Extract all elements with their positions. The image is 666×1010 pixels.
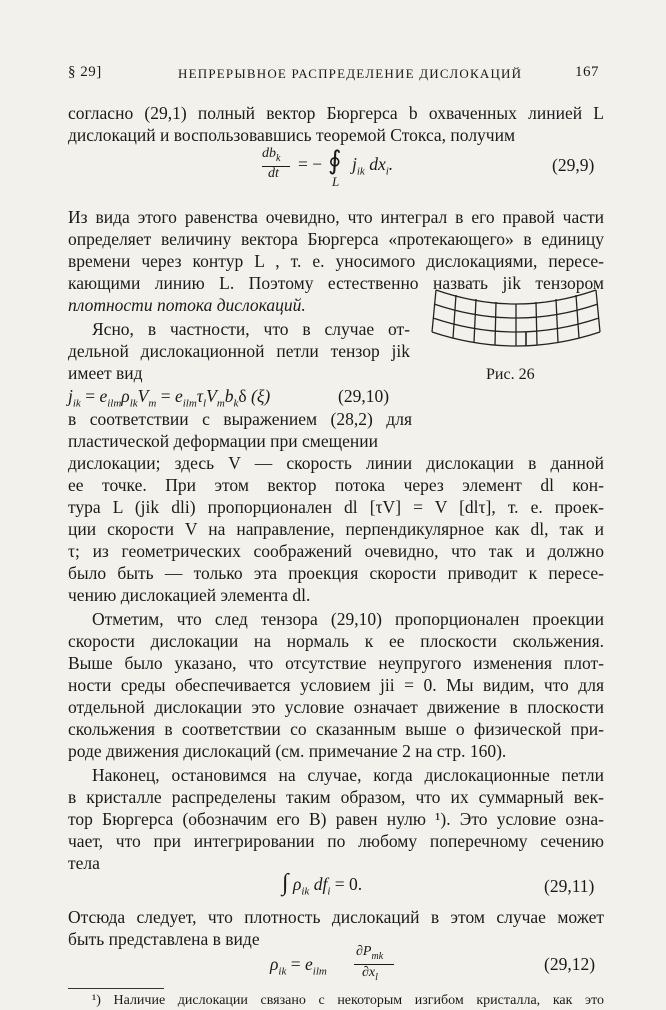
footnote-rule [68, 988, 164, 989]
text-line: роде движения дислокаций (см. примечание 2 на стр. 160). [68, 741, 507, 761]
running-title: НЕПРЕРЫВНОЕ РАСПРЕДЕЛЕНИЕ ДИСЛОКАЦИЙ [178, 66, 523, 81]
lattice-row-line [436, 290, 596, 304]
text-line: ее точке. При этом вектор потока через элемент dl кон- [68, 475, 604, 495]
equation-number: (29,10) [338, 386, 390, 406]
section-label: § 29] [68, 64, 102, 80]
text-line: скорости дислокации на нормаль к ее плоскости скольжения. [68, 631, 604, 651]
equation-number: (29,9) [552, 155, 595, 175]
text-line: согласно (29,1) полный вектор Бюргерса b охваченных линией L [68, 103, 604, 123]
text-line: ности среды обеспечивается условием jii = 0. Мы видим, что для [68, 675, 604, 695]
footnote-line: ¹) Наличие дислокации связано с некоторым изгибом кристалла, как это [92, 993, 604, 1008]
text-line: в соответствии с выражением (28,2) для [68, 409, 412, 429]
text-line: скольжения в соответствии со сказанным выше о физической при- [68, 719, 604, 739]
text-line: Наконец, остановимся на случае, когда дислокационные петли [92, 765, 604, 785]
page-number: 167 [575, 64, 599, 80]
equation-29-12: $\rho_{ik} = e_{ilm}$ $\partial P_{mk}$ $\partial x_l$ [270, 944, 410, 988]
text-line: отдельной дислокации это условие означает движение в плоскости [68, 697, 604, 717]
equation-number: (29,12) [544, 954, 596, 974]
text-line: тела [68, 853, 100, 873]
text-line: Ясно, в частности, что в случае от- [92, 319, 410, 339]
text-line: Отсюда следует, что плотность дислокаций в этом случае может [68, 907, 604, 927]
text-line: Выше было указано, что отсутствие неупругого изменения плот- [68, 653, 604, 673]
equation-29-9: $db_k$ dt = − ∮ L $j_{ik}$ $dx_i$. [262, 146, 394, 189]
text-line: τ; из геометрических соображений очевидно, что так и должно [68, 541, 604, 561]
text-line: чению дислокацией элемента dl. [68, 585, 311, 605]
text-line: плотности потока дислокаций. [68, 295, 306, 315]
text-line: тура L (jik dli) пропорционален dl [τV] = V [dlτ], т. е. проек- [68, 497, 604, 517]
text-line: пластической деформации при смещении [68, 431, 378, 451]
text-line: ции скорости V на направление, перпендикулярное как dl, так и [68, 519, 604, 539]
text-line: в кристалле распределены таким образом, что их суммарный век- [68, 787, 604, 807]
equation-number: (29,11) [544, 876, 595, 896]
equation-29-11: ∫ $\rho_{ik}$ $df_i = 0$. [282, 870, 363, 898]
figure-caption: Рис. 26 [486, 366, 535, 383]
text-line: было быть — только эта проекция скорости приводит к пересе- [68, 563, 604, 583]
text-line: времени через контур L , т. е. уносимого дислокациями, пересе- [68, 251, 604, 271]
figure-26-lattice [428, 284, 604, 360]
text-line: определяет величину вектора Бюргерса «протекающего» в единицу [68, 229, 604, 249]
text-line: дислокации; здесь V — скорость линии дислокации в данной [68, 453, 604, 473]
text-line: тор Бюргерса (обозначим его B) равен нулю ¹). Это условие озна- [68, 809, 604, 829]
text-line: Из вида этого равенства очевидно, что интеграл в его правой части [68, 207, 604, 227]
equation-29-10: $j_{ik} = e_{ilm}\rho_{lk}V_m = e_{ilm}\tau_lV_mb_k\delta$ (ξ) [68, 386, 271, 410]
text-line: Отметим, что след тензора (29,10) пропорционален проекции [92, 609, 604, 629]
text-line: дислокаций и воспользовавшись теоремой Стокса, получим [68, 125, 516, 145]
text-line: чает, что при интегрировании по любому поперечному сечению [68, 831, 604, 851]
text-line: имеет вид [68, 363, 143, 383]
text-line: кающими линию L. Поэтому естественно назвать jik тензором [68, 273, 604, 293]
text-line: быть представлена в виде [68, 929, 260, 949]
text-line: дельной дислокационной петли тензор jik [68, 341, 410, 361]
